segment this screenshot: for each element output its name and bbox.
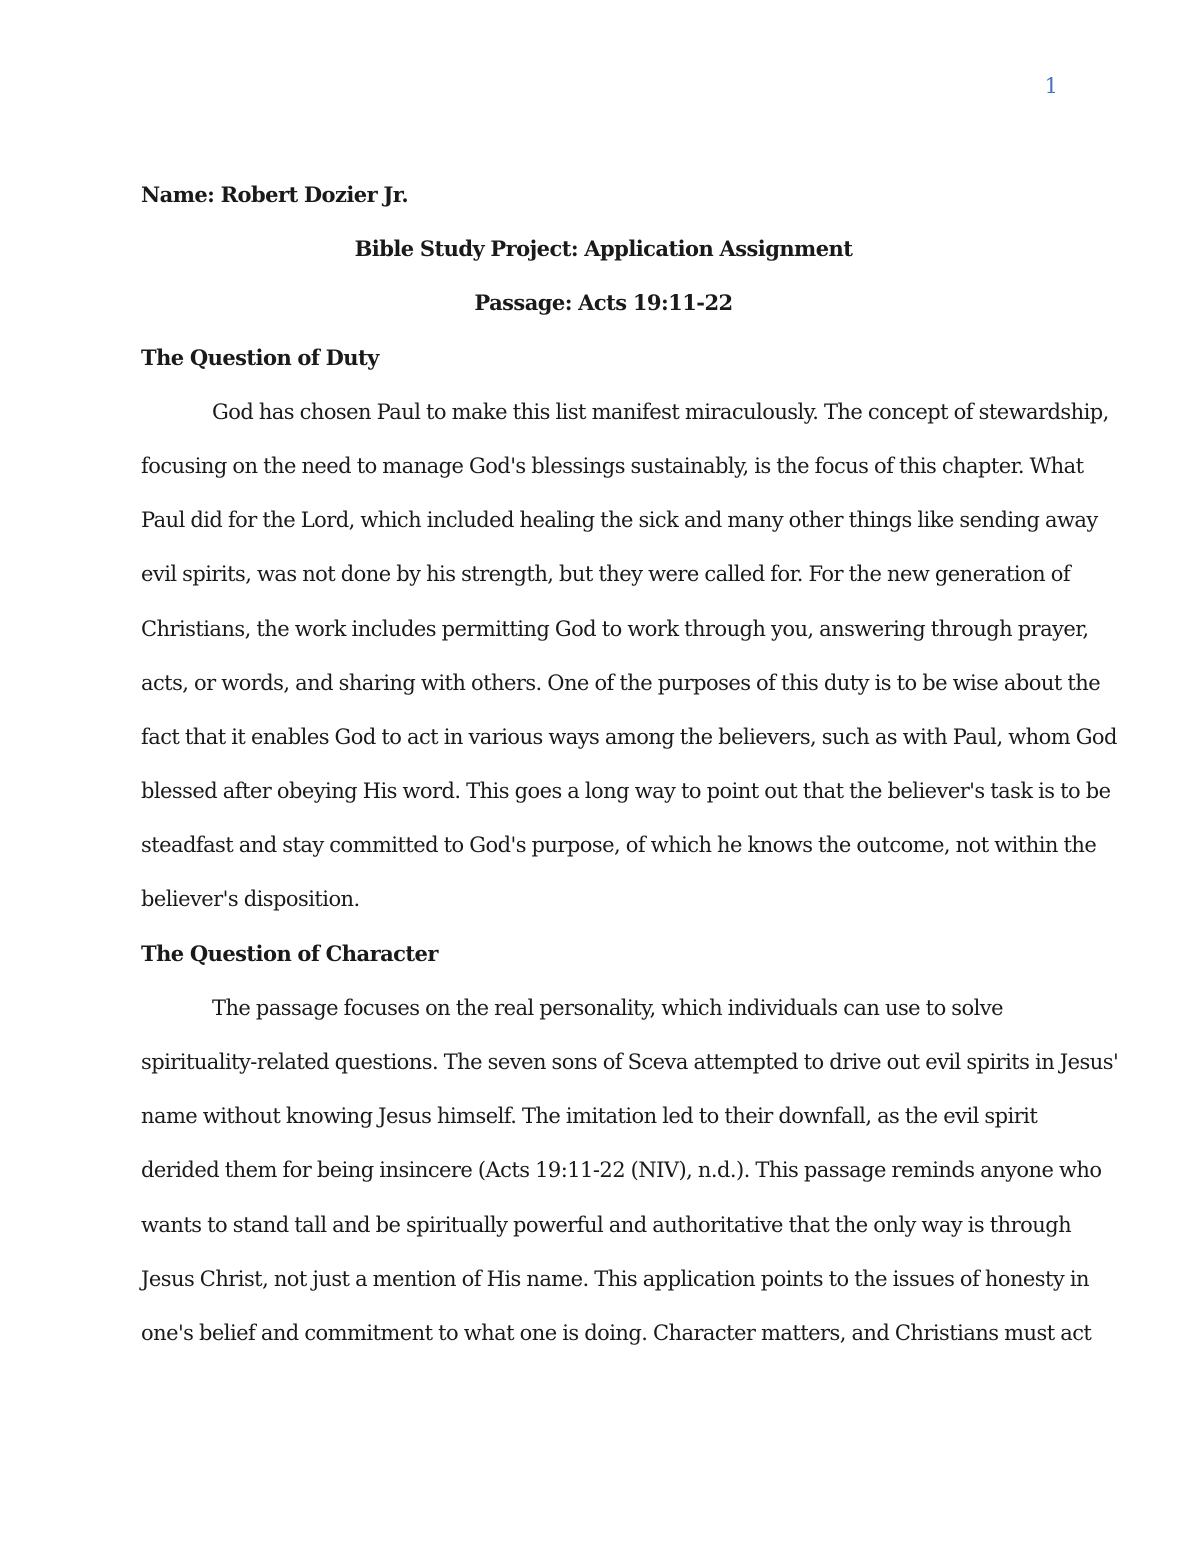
paragraph-line: The passage focuses on the real personality, which individuals can use to solve (212, 995, 1003, 1020)
paragraph-line: Christians, the work includes permitting God to work through you, answering through prayer, (141, 616, 1089, 641)
paragraph-line: one's belief and commitment to what one is doing. Character matters, and Christians must act (141, 1320, 1092, 1345)
document-body (141, 168, 1119, 1360)
paragraph-line: name without knowing Jesus himself. The imitation led to their downfall, as the evil spirit (141, 1104, 1038, 1129)
paragraph-line: God has chosen Paul to make this list manifest miraculously. The concept of stewardship, (212, 399, 1109, 424)
paragraph-line: wants to stand tall and be spiritually powerful and authoritative that the only way is through (141, 1212, 1072, 1237)
section-heading: The Question of Duty (141, 344, 379, 370)
paragraph-line: Paul did for the Lord, which included healing the sick and many other things like sending away (141, 508, 1098, 533)
paragraph-line: spirituality-related questions. The seven sons of Sceva attempted to drive out evil spirits in Jesus' (141, 1050, 1119, 1074)
paragraph-line: focusing on the need to manage God's blessings sustainably, is the focus of this chapter. What (141, 453, 1084, 478)
paragraph-line: fact that it enables God to act in various ways among the believers, such as with Paul, whom God (141, 724, 1117, 749)
passage-reference: Passage: Acts 19:11-22 (474, 290, 733, 316)
section-heading: The Question of Character (141, 940, 438, 966)
paragraph-line: Jesus Christ, not just a mention of His name. This application points to the issues of honesty in (141, 1266, 1089, 1291)
paragraph-line: believer's disposition. (141, 887, 360, 912)
section-paragraph (141, 981, 1119, 1360)
document-title: Bible Study Project: Application Assignment (354, 236, 853, 262)
paragraph-line: acts, or words, and sharing with others. One of the purposes of this duty is to be wise about the (141, 670, 1101, 695)
section-duty (141, 331, 1117, 927)
paragraph-line: blessed after obeying His word. This goes a long way to point out that the believer's task is to be (141, 779, 1111, 804)
paragraph-line: steadfast and stay committed to God's purpose, of which he knows the outcome, not within the (141, 833, 1097, 858)
section-paragraph (141, 385, 1117, 927)
author-name: Name: Robert Dozier Jr. (141, 182, 409, 207)
page-number: 1 (1044, 74, 1058, 98)
section-character (141, 927, 1119, 1361)
paragraph-line: derided them for being insincere (Acts 19:11-22 (NIV), n.d.). This passage reminds anyone who (141, 1158, 1102, 1183)
paragraph-line: evil spirits, was not done by his strength, but they were called for. For the new generation of (141, 562, 1071, 587)
